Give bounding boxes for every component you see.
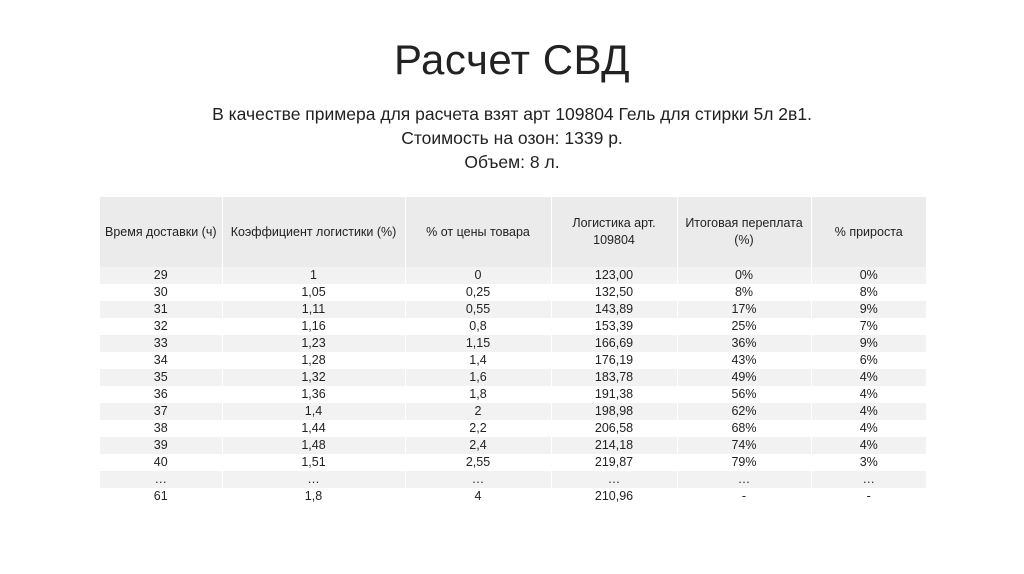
cell-total-overpayment: … (677, 471, 811, 488)
cell-logistics-coefficient: … (222, 471, 405, 488)
table-row (100, 301, 926, 318)
cell-logistics-article: 210,96 (551, 488, 677, 505)
cell-logistics-article: 123,00 (551, 267, 677, 284)
cell-logistics-article: 183,78 (551, 369, 677, 386)
table-row (100, 454, 926, 471)
cell-growth-percent: 4% (811, 420, 926, 437)
table-body (100, 267, 926, 505)
cell-total-overpayment: 49% (677, 369, 811, 386)
cell-percent-of-price: … (405, 471, 551, 488)
table-row (100, 437, 926, 454)
header-total-overpayment: Итоговая переплата (%) (677, 197, 811, 267)
cell-logistics-article: 153,39 (551, 318, 677, 335)
cell-total-overpayment: 25% (677, 318, 811, 335)
cell-percent-of-price: 2,55 (405, 454, 551, 471)
cell-total-overpayment: 68% (677, 420, 811, 437)
cell-delivery-time: 40 (100, 454, 222, 471)
header-growth-percent: % прироста (811, 197, 926, 267)
table-row (100, 369, 926, 386)
cell-growth-percent: 0% (811, 267, 926, 284)
cell-delivery-time: 35 (100, 369, 222, 386)
cell-total-overpayment: 17% (677, 301, 811, 318)
cell-delivery-time: 31 (100, 301, 222, 318)
cell-growth-percent: 8% (811, 284, 926, 301)
cell-total-overpayment: 74% (677, 437, 811, 454)
header-logistics-article: Логистика арт. 109804 (551, 197, 677, 267)
cell-delivery-time: 30 (100, 284, 222, 301)
cell-growth-percent: 7% (811, 318, 926, 335)
header-percent-of-price: % от цены товара (405, 197, 551, 267)
cell-logistics-coefficient: 1,32 (222, 369, 405, 386)
cell-delivery-time: 38 (100, 420, 222, 437)
calculation-table-container (100, 197, 926, 505)
cell-growth-percent: 3% (811, 454, 926, 471)
cell-percent-of-price: 0,8 (405, 318, 551, 335)
subtitle-line-price: Стоимость на озон: 1339 р. (401, 128, 623, 148)
cell-delivery-time: 61 (100, 488, 222, 505)
cell-logistics-coefficient: 1,23 (222, 335, 405, 352)
table-row (100, 284, 926, 301)
cell-delivery-time: 33 (100, 335, 222, 352)
cell-delivery-time: … (100, 471, 222, 488)
cell-percent-of-price: 0,55 (405, 301, 551, 318)
cell-logistics-article: 206,58 (551, 420, 677, 437)
cell-logistics-coefficient: 1,44 (222, 420, 405, 437)
cell-growth-percent: 4% (811, 386, 926, 403)
slide-subtitle (0, 102, 1024, 174)
cell-logistics-article: 176,19 (551, 352, 677, 369)
cell-percent-of-price: 1,4 (405, 352, 551, 369)
cell-logistics-article: 191,38 (551, 386, 677, 403)
table-header-row (100, 197, 926, 267)
cell-total-overpayment: 36% (677, 335, 811, 352)
cell-delivery-time: 36 (100, 386, 222, 403)
cell-growth-percent: 6% (811, 352, 926, 369)
cell-logistics-article: 132,50 (551, 284, 677, 301)
table-row (100, 386, 926, 403)
cell-percent-of-price: 0,25 (405, 284, 551, 301)
cell-logistics-coefficient: 1,16 (222, 318, 405, 335)
cell-percent-of-price: 2,4 (405, 437, 551, 454)
cell-total-overpayment: 62% (677, 403, 811, 420)
cell-logistics-article: 166,69 (551, 335, 677, 352)
table-row (100, 488, 926, 505)
table-row (100, 471, 926, 488)
header-delivery-time: Время доставки (ч) (100, 197, 222, 267)
cell-logistics-coefficient: 1,48 (222, 437, 405, 454)
cell-total-overpayment: 43% (677, 352, 811, 369)
table-row (100, 403, 926, 420)
cell-logistics-article: 219,87 (551, 454, 677, 471)
cell-delivery-time: 29 (100, 267, 222, 284)
cell-percent-of-price: 2 (405, 403, 551, 420)
cell-logistics-article: 214,18 (551, 437, 677, 454)
cell-logistics-coefficient: 1,05 (222, 284, 405, 301)
cell-percent-of-price: 1,8 (405, 386, 551, 403)
table-row (100, 267, 926, 284)
cell-growth-percent: … (811, 471, 926, 488)
table-row (100, 352, 926, 369)
cell-logistics-coefficient: 1,4 (222, 403, 405, 420)
cell-growth-percent: 4% (811, 403, 926, 420)
cell-total-overpayment: - (677, 488, 811, 505)
table-header (100, 197, 926, 267)
cell-percent-of-price: 2,2 (405, 420, 551, 437)
cell-delivery-time: 39 (100, 437, 222, 454)
cell-delivery-time: 32 (100, 318, 222, 335)
cell-logistics-coefficient: 1,28 (222, 352, 405, 369)
cell-percent-of-price: 4 (405, 488, 551, 505)
cell-growth-percent: 4% (811, 437, 926, 454)
cell-total-overpayment: 56% (677, 386, 811, 403)
table-row (100, 420, 926, 437)
cell-delivery-time: 34 (100, 352, 222, 369)
cell-growth-percent: 9% (811, 301, 926, 318)
subtitle-line-volume: Объем: 8 л. (464, 152, 560, 172)
cell-total-overpayment: 79% (677, 454, 811, 471)
cell-logistics-article: 198,98 (551, 403, 677, 420)
table-row (100, 318, 926, 335)
table-row (100, 335, 926, 352)
cell-total-overpayment: 8% (677, 284, 811, 301)
cell-percent-of-price: 0 (405, 267, 551, 284)
cell-percent-of-price: 1,6 (405, 369, 551, 386)
cell-logistics-coefficient: 1,36 (222, 386, 405, 403)
cell-logistics-coefficient: 1,51 (222, 454, 405, 471)
cell-logistics-article: 143,89 (551, 301, 677, 318)
cell-logistics-article: … (551, 471, 677, 488)
cell-percent-of-price: 1,15 (405, 335, 551, 352)
subtitle-line-example: В качестве примера для расчета взят арт 109804 Гель для стирки 5л 2в1. (212, 104, 812, 124)
cell-growth-percent: - (811, 488, 926, 505)
header-logistics-coefficient: Коэффициент логистики (%) (222, 197, 405, 267)
calculation-table (100, 197, 926, 505)
cell-total-overpayment: 0% (677, 267, 811, 284)
cell-delivery-time: 37 (100, 403, 222, 420)
cell-logistics-coefficient: 1 (222, 267, 405, 284)
cell-logistics-coefficient: 1,8 (222, 488, 405, 505)
cell-logistics-coefficient: 1,11 (222, 301, 405, 318)
cell-growth-percent: 9% (811, 335, 926, 352)
slide-title: Расчет СВД (393, 36, 631, 83)
cell-growth-percent: 4% (811, 369, 926, 386)
